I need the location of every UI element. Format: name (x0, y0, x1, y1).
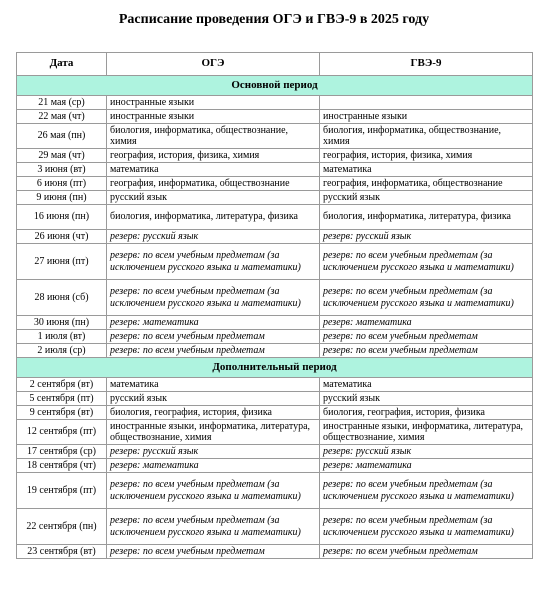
table-row (17, 230, 533, 244)
date-cell: 22 сентября (пн) (17, 509, 107, 545)
oge-cell: резерв: по всем учебным предметам (за исключением русского языка и математики) (107, 473, 320, 509)
table-row (17, 459, 533, 473)
gve-cell: резерв: по всем учебным предметам (за исключением русского языка и математики) (320, 473, 533, 509)
gve-cell: резерв: по всем учебным предметам (за исключением русского языка и математики) (320, 244, 533, 280)
section-title: Основной период (17, 76, 533, 96)
oge-cell: русский язык (107, 191, 320, 205)
header-gve: ГВЭ-9 (320, 53, 533, 76)
gve-cell: география, история, физика, химия (320, 149, 533, 163)
oge-cell: иностранные языки (107, 110, 320, 124)
gve-cell: резерв: русский язык (320, 445, 533, 459)
table-row (17, 149, 533, 163)
section-row (17, 76, 533, 96)
date-cell: 3 июня (вт) (17, 163, 107, 177)
oge-cell: резерв: русский язык (107, 230, 320, 244)
header-date: Дата (17, 53, 107, 76)
oge-cell: резерв: русский язык (107, 445, 320, 459)
oge-cell: резерв: по всем учебным предметам (107, 545, 320, 559)
gve-cell: математика (320, 163, 533, 177)
oge-cell: география, информатика, обществознание (107, 177, 320, 191)
date-cell: 26 июня (чт) (17, 230, 107, 244)
gve-cell: биология, география, история, физика (320, 406, 533, 420)
table-row (17, 177, 533, 191)
page-title: Расписание проведения ОГЭ и ГВЭ-9 в 2025 году (118, 12, 430, 27)
oge-cell: русский язык (107, 392, 320, 406)
date-cell: 17 сентября (ср) (17, 445, 107, 459)
table-row (17, 344, 533, 358)
gve-cell: математика (320, 378, 533, 392)
gve-cell: резерв: по всем учебным предметам (за исключением русского языка и математики) (320, 280, 533, 316)
date-cell: 30 июня (пн) (17, 316, 107, 330)
date-cell: 27 июня (пт) (17, 244, 107, 280)
gve-cell: резерв: математика (320, 316, 533, 330)
table-row (17, 378, 533, 392)
date-cell: 2 июля (ср) (17, 344, 107, 358)
date-cell: 21 мая (ср) (17, 96, 107, 110)
oge-cell: география, история, физика, химия (107, 149, 320, 163)
oge-cell: математика (107, 378, 320, 392)
gve-cell: резерв: по всем учебным предметам (320, 344, 533, 358)
gve-cell: русский язык (320, 392, 533, 406)
header-oge: ОГЭ (107, 53, 320, 76)
schedule-body (17, 76, 533, 559)
schedule-table (16, 52, 533, 559)
oge-cell: математика (107, 163, 320, 177)
gve-cell: биология, информатика, литература, физика (320, 205, 533, 230)
date-cell: 9 сентября (вт) (17, 406, 107, 420)
date-cell: 22 мая (чт) (17, 110, 107, 124)
section-row (17, 358, 533, 378)
gve-cell: резерв: по всем учебным предметам (320, 330, 533, 344)
section-title: Дополнительный период (17, 358, 533, 378)
date-cell: 2 сентября (вт) (17, 378, 107, 392)
gve-cell: резерв: русский язык (320, 230, 533, 244)
oge-cell: резерв: по всем учебным предметам (107, 344, 320, 358)
oge-cell: резерв: математика (107, 316, 320, 330)
gve-cell: иностранные языки (320, 110, 533, 124)
oge-cell: биология, география, история, физика (107, 406, 320, 420)
date-cell: 29 мая (чт) (17, 149, 107, 163)
oge-cell: резерв: по всем учебным предметам (за исключением русского языка и математики) (107, 280, 320, 316)
table-row (17, 420, 533, 445)
gve-cell: биология, информатика, обществознание, химия (320, 124, 533, 149)
table-row (17, 330, 533, 344)
table-header-row (17, 53, 533, 76)
oge-cell: резерв: математика (107, 459, 320, 473)
date-cell: 19 сентября (пт) (17, 473, 107, 509)
date-cell: 6 июня (пт) (17, 177, 107, 191)
table-row (17, 110, 533, 124)
date-cell: 26 мая (пн) (17, 124, 107, 149)
table-row (17, 163, 533, 177)
oge-cell: резерв: по всем учебным предметам (за исключением русского языка и математики) (107, 509, 320, 545)
date-cell: 1 июля (вт) (17, 330, 107, 344)
date-cell: 23 сентября (вт) (17, 545, 107, 559)
gve-cell: иностранные языки, информатика, литература, обществознание, химия (320, 420, 533, 445)
date-cell: 18 сентября (чт) (17, 459, 107, 473)
table-row (17, 545, 533, 559)
table-row (17, 244, 533, 280)
gve-cell: резерв: математика (320, 459, 533, 473)
oge-cell: резерв: по всем учебным предметам (107, 330, 320, 344)
table-row (17, 124, 533, 149)
oge-cell: резерв: по всем учебным предметам (за исключением русского языка и математики) (107, 244, 320, 280)
gve-cell: география, информатика, обществознание (320, 177, 533, 191)
oge-cell: иностранные языки, информатика, литература, обществознание, химия (107, 420, 320, 445)
date-cell: 5 сентября (пт) (17, 392, 107, 406)
table-row (17, 392, 533, 406)
gve-cell: резерв: по всем учебным предметам (320, 545, 533, 559)
table-row (17, 316, 533, 330)
table-row (17, 205, 533, 230)
date-cell: 16 июня (пн) (17, 205, 107, 230)
gve-cell (320, 96, 533, 110)
oge-cell: биология, информатика, литература, физика (107, 205, 320, 230)
table-row (17, 96, 533, 110)
date-cell: 9 июня (пн) (17, 191, 107, 205)
table-row (17, 445, 533, 459)
table-row (17, 509, 533, 545)
table-row (17, 406, 533, 420)
date-cell: 28 июня (сб) (17, 280, 107, 316)
gve-cell: русский язык (320, 191, 533, 205)
table-row (17, 191, 533, 205)
gve-cell: резерв: по всем учебным предметам (за исключением русского языка и математики) (320, 509, 533, 545)
oge-cell: биология, информатика, обществознание, химия (107, 124, 320, 149)
table-row (17, 473, 533, 509)
oge-cell: иностранные языки (107, 96, 320, 110)
table-row (17, 280, 533, 316)
date-cell: 12 сентября (пт) (17, 420, 107, 445)
